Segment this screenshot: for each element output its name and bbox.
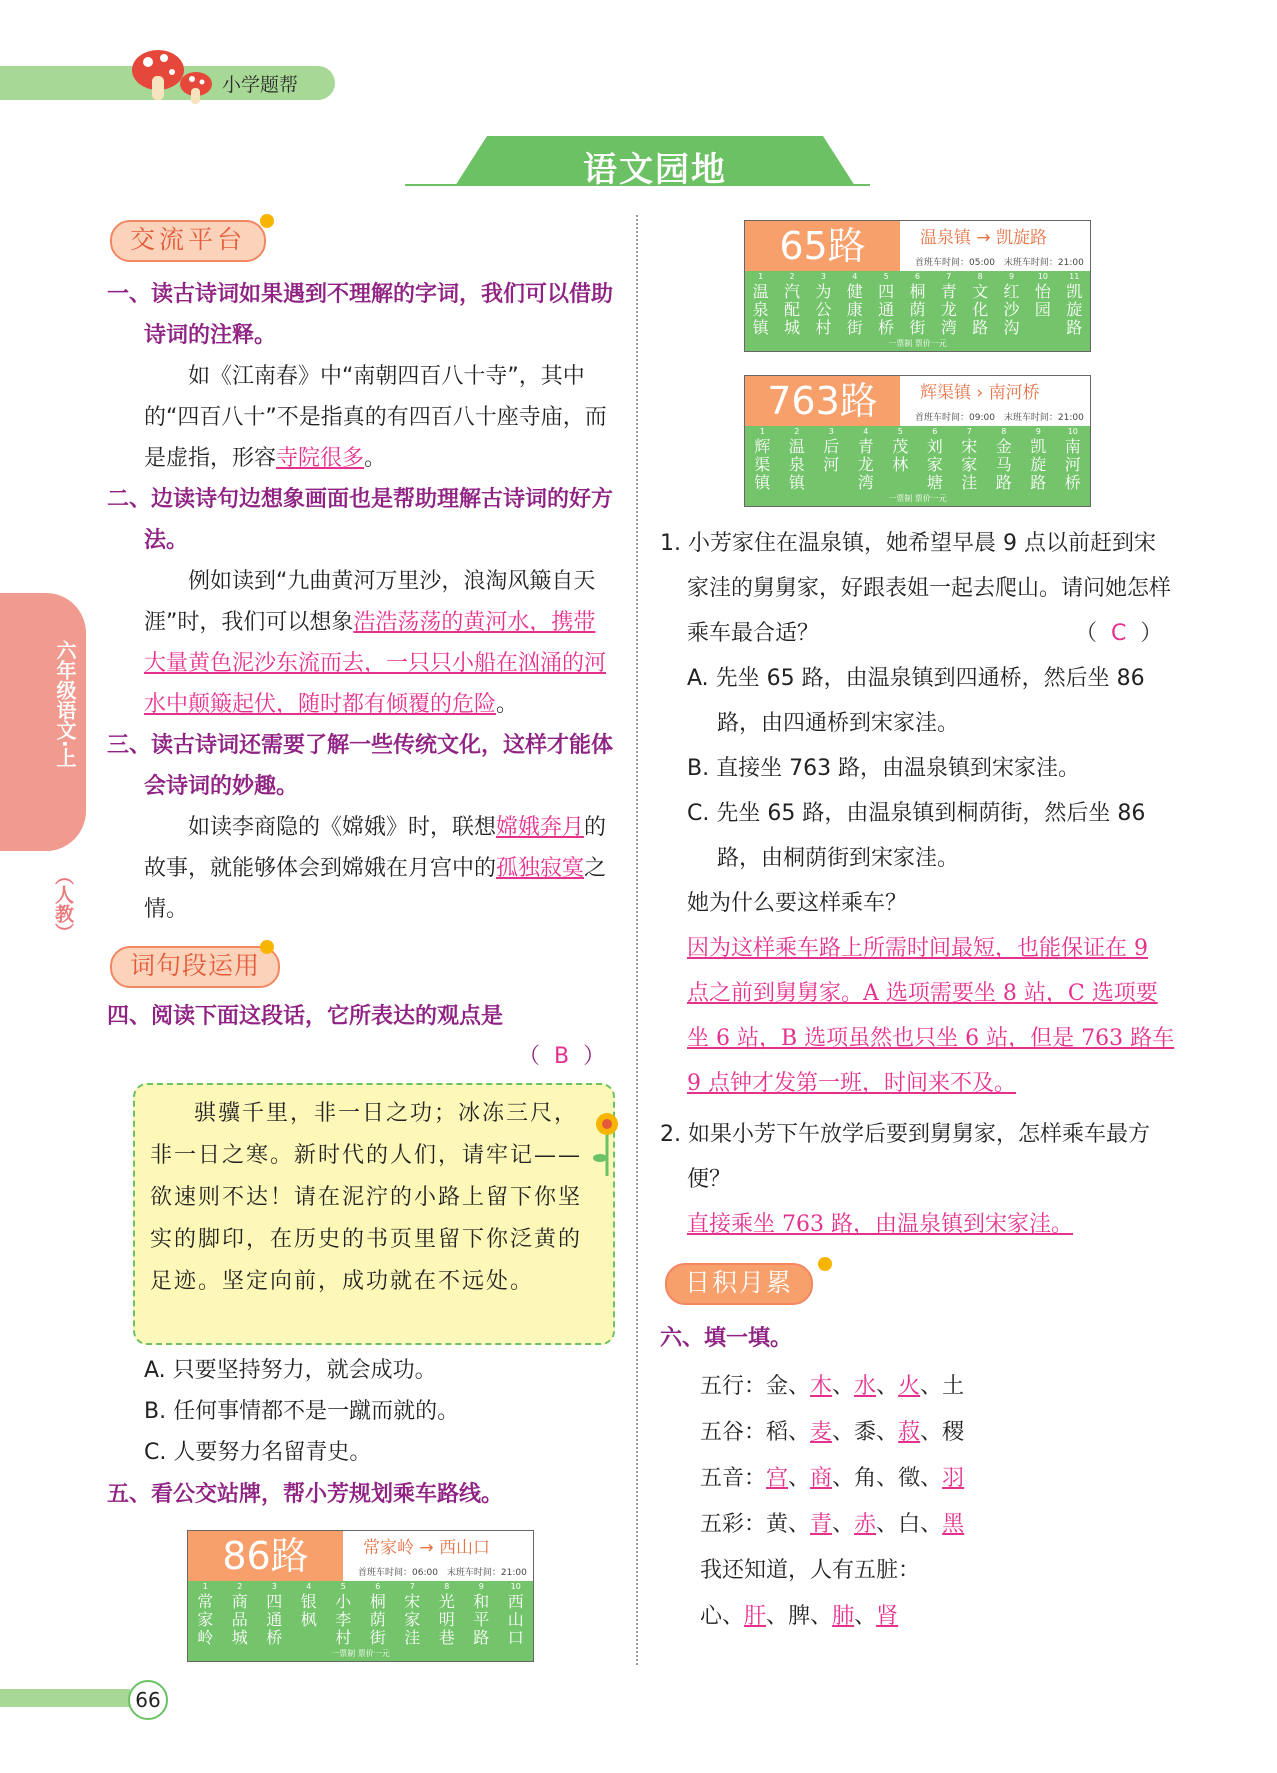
bus-stop-number: 6 bbox=[375, 1582, 381, 1591]
q3-answer-1: 嫦娥奔月 bbox=[496, 815, 585, 840]
fill-label: 五行： bbox=[700, 1374, 767, 1399]
bus-stop-name: 银枫 bbox=[300, 1592, 317, 1629]
route-fare: 一票制 票价一元 bbox=[331, 1649, 390, 1658]
fill-label: 五谷： bbox=[700, 1420, 767, 1445]
route-number: 65路 bbox=[745, 221, 900, 271]
bus-stop-name: 汽配城 bbox=[784, 282, 801, 337]
bus-stop-number: 9 bbox=[478, 1582, 484, 1591]
bus-stop-number: 5 bbox=[340, 1582, 346, 1591]
fill-answer: 麦 bbox=[810, 1420, 833, 1445]
fill-sep: 、 bbox=[766, 1604, 789, 1629]
bus-stop-number: 8 bbox=[977, 272, 983, 281]
route-time: 首班车时间：09:00 末班车时间：21:00 bbox=[915, 413, 1084, 423]
bus-sign-65 bbox=[744, 220, 1091, 352]
fill-answer: 黑 bbox=[942, 1512, 965, 1537]
p1-paren-close: ） bbox=[1140, 621, 1163, 646]
fill-sep: 、 bbox=[920, 1420, 943, 1445]
fill-given: 稷 bbox=[942, 1420, 965, 1445]
fill-given: 黄 bbox=[766, 1512, 789, 1537]
q1-text: 如《江南春》中“南朝四百八十寺”，其中的“四百八十”不是指真的有四百八十座寺庙，而是虚指，形容 bbox=[144, 364, 607, 471]
bus-stop-name: 光明巷 bbox=[438, 1592, 455, 1647]
bus-stop-name: 金马路 bbox=[995, 437, 1012, 492]
bus-stop-number: 8 bbox=[1001, 427, 1007, 436]
q2-text: 例如读到“九曲黄河万里沙，浪淘风簸自天涯”时，我们可以想象 bbox=[144, 569, 596, 635]
route-time: 首班车时间：06:00 末班车时间：21:00 bbox=[358, 1568, 527, 1578]
p1-option-b: B. 直接坐 763 路，由温泉镇到宋家洼。 bbox=[687, 756, 1081, 781]
problem-2 bbox=[660, 1112, 1175, 1247]
bus-stop-name: 温泉镇 bbox=[788, 437, 805, 492]
bus-stop-number: 4 bbox=[863, 427, 869, 436]
bus-stop-number: 9 bbox=[1035, 427, 1041, 436]
fill-wucai bbox=[700, 1502, 1160, 1548]
fill-sep: 、 bbox=[920, 1466, 943, 1491]
fill-sep: 、 bbox=[832, 1374, 855, 1399]
bus-stop-number: 6 bbox=[914, 272, 921, 281]
q3-end: 之情。 bbox=[144, 856, 607, 922]
route-to: 南河桥 bbox=[988, 383, 1040, 403]
q3-title: 三、读古诗词还需要了解一些传统文化，这样才能体会诗词的妙趣。 bbox=[107, 733, 614, 799]
route-direction bbox=[363, 1533, 490, 1558]
q3-text-b: 的故事，就能够体会到嫦娥在月宫中的 bbox=[144, 815, 607, 881]
bus-stop-name: 商品城 bbox=[231, 1592, 248, 1647]
route-from: 辉渠镇 bbox=[920, 383, 971, 403]
brand-name: 小学题帮 bbox=[222, 74, 299, 96]
p1-paren-open: （ bbox=[1075, 621, 1098, 646]
fill-sep: 、 bbox=[832, 1466, 855, 1491]
p1-option-c: C. 先坐 65 路，由温泉镇到桐荫街，然后坐 86 路，由桐荫街到宋家洼。 bbox=[687, 801, 1146, 871]
bus-stop-name: 辉渠镇 bbox=[754, 437, 771, 492]
bus-stop-name: 宋家洼 bbox=[961, 437, 978, 492]
quote-text: 骐骥千里，非一日之功；冰冻三尺，非一日之寒。新时代的人们，请牢记——欲速则不达！请在泥泞的小路上留下你坚实的脚印，在历史的书页里留下你泛黄的足迹。坚定向前，成功就在不远处。 bbox=[150, 1101, 583, 1294]
flower-icon bbox=[590, 1110, 624, 1180]
fill-given: 土 bbox=[942, 1374, 965, 1399]
q1-answer: 寺院很多 bbox=[276, 446, 365, 471]
mushroom-logo-icon bbox=[128, 46, 218, 110]
q4-paren-close: ） bbox=[583, 1044, 606, 1069]
fill-answer: 木 bbox=[810, 1374, 833, 1399]
fill-sep: 、 bbox=[920, 1512, 943, 1537]
column-divider bbox=[636, 215, 638, 1665]
fill-sep: 、 bbox=[876, 1466, 899, 1491]
route-from: 常家岭 bbox=[363, 1538, 414, 1558]
bus-stop-name: 温泉镇 bbox=[752, 282, 769, 337]
route-direction bbox=[920, 378, 1040, 403]
fill-answer: 水 bbox=[854, 1374, 877, 1399]
p1-answer: C bbox=[1111, 621, 1127, 646]
arrow-icon: › bbox=[976, 383, 984, 403]
bus-stop-name: 红沙沟 bbox=[1003, 282, 1020, 337]
p2-answer-line bbox=[660, 1202, 1175, 1247]
q2-title: 二、边读诗句边想象画面也是帮助理解古诗词的好方法。 bbox=[107, 487, 614, 553]
q2-body bbox=[107, 561, 617, 725]
route-to: 凯旋路 bbox=[996, 228, 1048, 248]
fill-answer: 青 bbox=[810, 1512, 833, 1537]
section-tag-daily: 日积月累 bbox=[665, 1263, 813, 1305]
bus-stop-name: 为公村 bbox=[815, 282, 832, 337]
fill-wuxing bbox=[700, 1364, 1160, 1410]
fill-wugu bbox=[700, 1410, 1160, 1456]
route-to: 西山口 bbox=[439, 1538, 491, 1558]
bus-stop-name: 宋家洼 bbox=[404, 1592, 421, 1647]
fill-sep: 、 bbox=[810, 1604, 833, 1629]
section-tag-words: 词句段运用 bbox=[110, 946, 280, 988]
bus-stop-number: 3 bbox=[820, 272, 826, 281]
bus-stop-name: 后河 bbox=[823, 437, 840, 474]
fill-in-list bbox=[700, 1364, 1160, 1640]
fill-given: 金 bbox=[766, 1374, 789, 1399]
bus-stop-number: 3 bbox=[828, 427, 834, 436]
q4-options bbox=[144, 1350, 614, 1473]
bus-stop-name: 文化路 bbox=[972, 282, 989, 337]
route-time: 首班车时间：05:00 末班车时间：21:00 bbox=[915, 258, 1084, 268]
bus-stop-number: 2 bbox=[237, 1582, 243, 1591]
q1-end: 。 bbox=[364, 446, 387, 471]
bus-stop-number: 4 bbox=[306, 1582, 312, 1591]
bus-stop-number: 1 bbox=[202, 1582, 208, 1591]
route-number: 763路 bbox=[745, 376, 900, 426]
fill-answer: 肺 bbox=[832, 1604, 855, 1629]
route-number: 86路 bbox=[188, 1531, 343, 1581]
fill-given: 心 bbox=[700, 1604, 723, 1629]
bus-stop-number: 5 bbox=[883, 272, 889, 281]
p1-reason-answer: 因为这样乘车路上所需时间最短，也能保证在 9 点之前到舅舅家。A 选项需要坐 8 站，C 选项要坐 6 站，B 选项虽然也只坐 6 站，但是 763 路车 9 点钟才发第一班，时间来不及。 bbox=[687, 936, 1175, 1096]
q4-paren-open: （ bbox=[518, 1044, 541, 1069]
bus-stop-name: 四通桥 bbox=[878, 282, 895, 337]
bus-stop-name: 西山口 bbox=[507, 1592, 524, 1647]
star-icon bbox=[260, 214, 274, 228]
arrow-icon: → bbox=[419, 1538, 434, 1558]
bus-stop-name: 和平路 bbox=[473, 1592, 490, 1647]
fill-sep: 、 bbox=[788, 1466, 811, 1491]
fill-answer: 肾 bbox=[876, 1604, 899, 1629]
q4-option-c: C. 人要努力名留青史。 bbox=[144, 1440, 372, 1465]
fill-label: 五彩： bbox=[700, 1512, 767, 1537]
bus-stop-name: 茂林 bbox=[892, 437, 909, 474]
bus-stop-name: 凯旋路 bbox=[1030, 437, 1047, 492]
side-edition-label: （人教） bbox=[52, 866, 74, 942]
page-title: 语文园地 bbox=[583, 150, 727, 190]
bus-stop-number: 9 bbox=[1009, 272, 1015, 281]
fill-sep: 、 bbox=[832, 1420, 855, 1445]
fill-sep: 、 bbox=[876, 1512, 899, 1537]
fill-sep: 、 bbox=[854, 1604, 877, 1629]
bus-stop-name: 青龙湾 bbox=[857, 437, 874, 492]
bus-stop-number: 11 bbox=[1069, 272, 1080, 281]
bus-stop-name: 桐荫街 bbox=[909, 282, 926, 337]
fill-sep: 、 bbox=[876, 1374, 899, 1399]
fill-organs-intro: 我还知道，人有五脏： bbox=[700, 1558, 921, 1583]
fill-answer: 火 bbox=[898, 1374, 921, 1399]
p2-answer: 直接乘坐 763 路，由温泉镇到宋家洼。 bbox=[687, 1212, 1073, 1237]
bus-stop-number: 10 bbox=[510, 1582, 521, 1591]
fill-sep: 、 bbox=[722, 1604, 745, 1629]
p1-options bbox=[687, 656, 1175, 1106]
q4-title: 四、阅读下面这段话，它所表达的观点是 bbox=[107, 1004, 504, 1029]
q3-answer-2: 孤独寂寞 bbox=[496, 856, 585, 881]
fill-given: 角 bbox=[854, 1466, 877, 1491]
bus-stop-number: 5 bbox=[897, 427, 903, 436]
fill-wuyin bbox=[700, 1456, 1160, 1502]
bus-sign-86 bbox=[187, 1530, 534, 1662]
fill-given: 黍 bbox=[854, 1420, 877, 1445]
fill-sep: 、 bbox=[832, 1512, 855, 1537]
fill-answer: 菽 bbox=[898, 1420, 921, 1445]
p1-reason bbox=[687, 926, 1175, 1106]
bus-stop-name: 刘家塘 bbox=[926, 437, 943, 492]
bus-stop-name: 青龙湾 bbox=[940, 282, 957, 337]
side-grade-label: 六年级语文·上 bbox=[53, 640, 77, 768]
fill-sep: 、 bbox=[788, 1512, 811, 1537]
p1-why: 她为什么要这样乘车？ bbox=[687, 891, 908, 916]
fill-given: 徵 bbox=[898, 1466, 921, 1491]
bus-stop-number: 7 bbox=[966, 427, 972, 436]
bus-stop-name: 四通桥 bbox=[266, 1592, 283, 1647]
q3-text-a: 如读李商隐的《嫦娥》时，联想 bbox=[188, 815, 497, 840]
bus-stop-number: 10 bbox=[1037, 272, 1048, 281]
q2-end: 。 bbox=[496, 692, 519, 717]
fill-sep: 、 bbox=[788, 1420, 811, 1445]
fill-answer: 商 bbox=[810, 1466, 833, 1491]
bus-stop-number: 3 bbox=[271, 1582, 277, 1591]
fill-organs bbox=[700, 1594, 1160, 1640]
fill-given: 白 bbox=[898, 1512, 921, 1537]
bus-stop-number: 7 bbox=[409, 1582, 415, 1591]
q4-option-a: A. 只要坚持努力，就会成功。 bbox=[144, 1358, 437, 1383]
q4-answer: B bbox=[554, 1044, 570, 1069]
bus-stop-number: 2 bbox=[794, 427, 800, 436]
fill-given: 脾 bbox=[788, 1604, 811, 1629]
fill-label: 五音： bbox=[700, 1466, 767, 1491]
q1-body bbox=[107, 356, 617, 479]
q4-answer-box bbox=[518, 1036, 618, 1077]
fill-sep: 、 bbox=[920, 1374, 943, 1399]
bus-sign-763 bbox=[744, 375, 1091, 507]
p1-title: 1. 小芳家住在温泉镇，她希望早晨 9 点以前赶到宋家洼的舅舅家，好跟表姐一起去爬山。请问她怎样乘车最合适？ bbox=[660, 531, 1172, 646]
route-direction bbox=[920, 223, 1047, 248]
fill-answer: 赤 bbox=[854, 1512, 877, 1537]
bus-stop-name: 南河桥 bbox=[1064, 437, 1081, 492]
fill-sep: 、 bbox=[788, 1374, 811, 1399]
fill-answer: 羽 bbox=[942, 1466, 965, 1491]
q4-option-b: B. 任何事情都不是一蹴而就的。 bbox=[144, 1399, 460, 1424]
bus-stop-name: 健康街 bbox=[846, 282, 863, 337]
q3-body bbox=[107, 807, 617, 930]
fill-sep: 、 bbox=[876, 1420, 899, 1445]
bus-stop-name: 小李村 bbox=[335, 1592, 352, 1647]
question-1 bbox=[107, 274, 617, 930]
arrow-icon: → bbox=[976, 228, 991, 248]
bus-stop-number: 6 bbox=[932, 427, 938, 436]
p1-option-a: A. 先坐 65 路，由温泉镇到四通桥，然后坐 86 路，由四通桥到宋家洼。 bbox=[687, 666, 1145, 736]
page-number: 66 bbox=[128, 1680, 168, 1720]
bus-stop-number: 1 bbox=[759, 427, 765, 436]
q5-title: 五、看公交站牌，帮小芳规划乘车路线。 bbox=[107, 1482, 504, 1507]
section-tag-exchange: 交流平台 bbox=[110, 220, 266, 262]
bus-stop-number: 8 bbox=[444, 1582, 450, 1591]
bus-stop-name: 桐荫街 bbox=[369, 1592, 386, 1647]
p1-answer-box bbox=[1075, 611, 1175, 656]
star-icon bbox=[818, 1257, 832, 1271]
bus-stop-number: 7 bbox=[946, 272, 952, 281]
fill-given: 稻 bbox=[766, 1420, 789, 1445]
route-fare: 一票制 票价一元 bbox=[888, 494, 947, 503]
bus-stop-number: 2 bbox=[789, 272, 795, 281]
p2-title: 2. 如果小芳下午放学后要到舅舅家，怎样乘车最方便？ bbox=[660, 1122, 1150, 1192]
star-icon bbox=[260, 940, 274, 954]
q2-answer: 浩浩荡荡的黄河水，携带大量黄色泥沙东流而去，一只只小船在汹涌的河水中颠簸起伏，随时都有倾覆的危险 bbox=[144, 610, 607, 717]
bus-stop-number: 1 bbox=[758, 272, 764, 281]
bus-stop-name: 凯旋路 bbox=[1066, 282, 1083, 337]
bus-stop-number: 4 bbox=[852, 272, 858, 281]
fill-answer: 宫 bbox=[766, 1466, 789, 1491]
route-from: 温泉镇 bbox=[920, 228, 971, 248]
footer-band bbox=[0, 1689, 130, 1707]
bus-stop-number: 10 bbox=[1067, 427, 1078, 436]
bus-stop-name: 常家岭 bbox=[197, 1592, 214, 1647]
fill-answer: 肝 bbox=[744, 1604, 767, 1629]
bus-stop-name: 怡园 bbox=[1034, 282, 1051, 319]
q1-title: 一、读古诗词如果遇到不理解的字词，我们可以借助诗词的注释。 bbox=[107, 282, 614, 348]
route-fare: 一票制 票价一元 bbox=[888, 339, 947, 348]
q6-title: 六、填一填。 bbox=[660, 1326, 793, 1351]
